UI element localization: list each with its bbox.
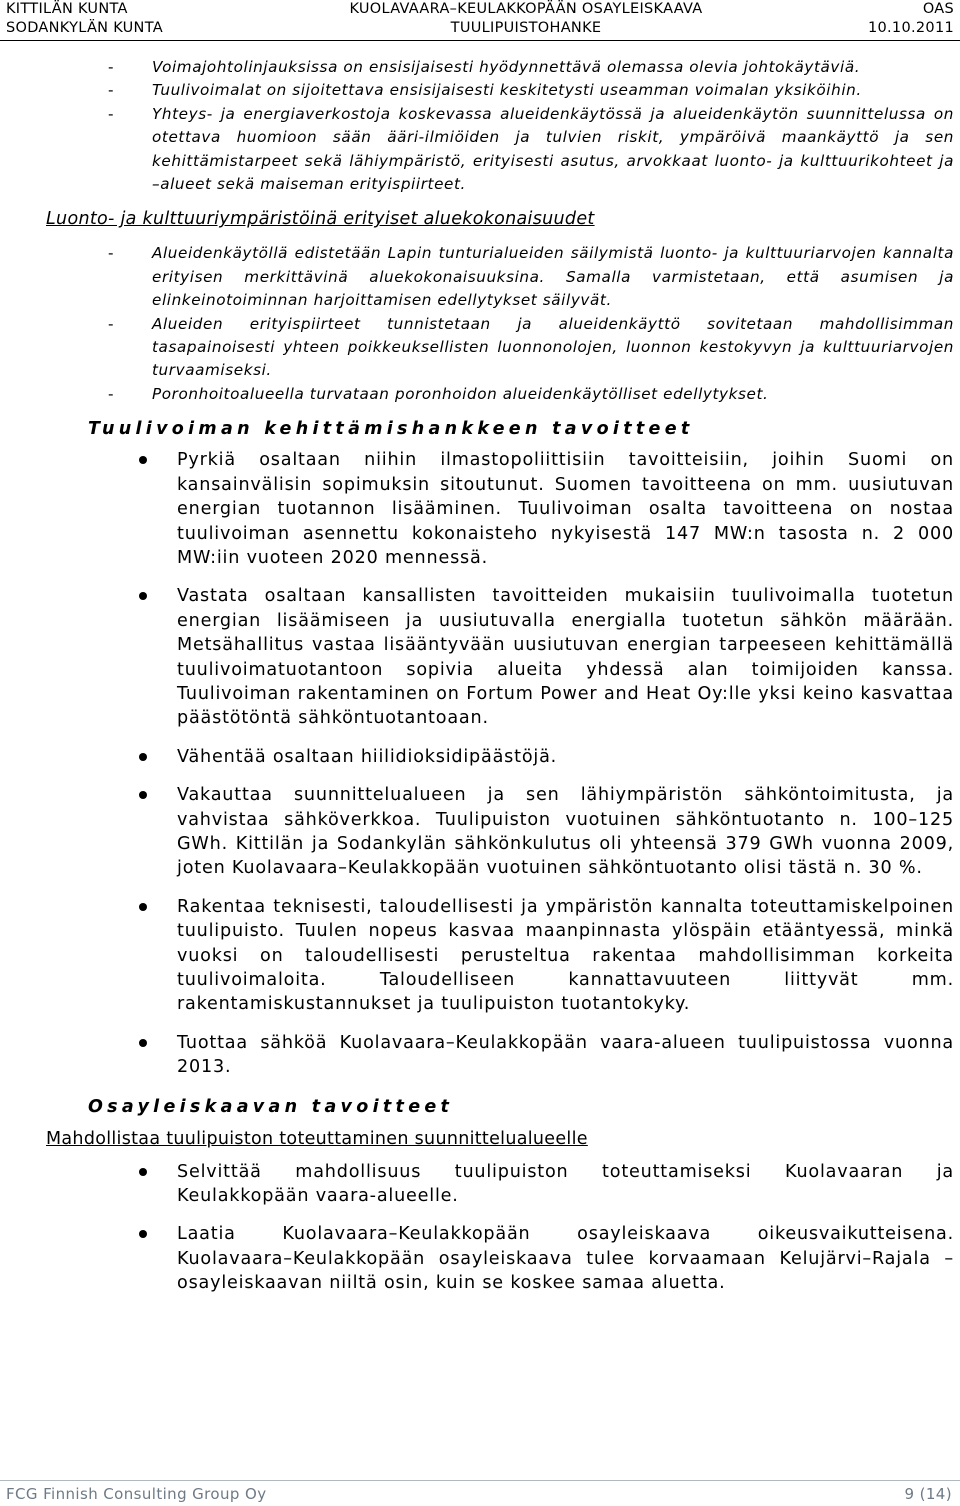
dash-item: - Voimajohtolinjauksissa on ensisijaisesti hyödynnettävä olemassa olevia johtokäytäviä. xyxy=(0,56,960,79)
header-doc-type: OAS xyxy=(922,1,954,17)
dash-item: - Alueiden erityispiirteet tunnistetaan ja alueidenkäyttö sovitetaan mahdollisimman tasapainoisesti yhteen poikkeuksellisten luonnonolojen, luonnon kestokyvyn ja kulttuuriarvojen turvaamiseksi. xyxy=(0,313,960,383)
header-date: 10.10.2011 xyxy=(867,20,954,36)
bullet-item: Pyrkiä osaltaan niihin ilmastopoliittisiin tavoitteisiin, joihin Suomi on kansainvälisin sopimuksin sitoutunut. Suomen tavoitteena on mm. uusiutuvan energian tuotannon lisääminen. Tuulivoiman osalta tavoitteena on nostaa tuulivoiman asennettu kokonaisteho nykyisestä 147 MW:n tasosta n. 2 000 MW:iin vuoteen 2020 mennessä. xyxy=(0,448,960,570)
dash-item: - Alueidenkäytöllä edistetään Lapin tunturialueiden säilymistä luonto- ja kulttuuriarvojen kannalta erityisen merkittävinä aluekokonaisuuksina. Samalla varmistetaan, että asumisen ja elinkeinotoiminnan harjoittamisen edellytykset säilyvät. xyxy=(0,242,960,312)
dash-item: - Poronhoitoalueella turvataan poronhoidon alueidenkäytölliset edellytykset. xyxy=(0,383,960,406)
section-heading-natural-cultural: Luonto- ja kulttuuriympäristöinä erityiset aluekokonaisuudet xyxy=(46,209,595,230)
header-plan-title: KUOLAVAARA–KEULAKKOPÄÄN OSAYLEISKAAVA xyxy=(349,1,703,17)
header-right xyxy=(868,0,954,38)
page-header xyxy=(0,0,960,41)
bullet-item: Vakauttaa suunnittelualueen ja sen lähiympäristön sähköntoimitusta, ja vahvistaa sähköverkkoa. Tuulipuiston vuotuinen sähköntuotanto n. 100–125 GWh. Kittilän ja Sodankylän sähkönkulutus oli yhteensä 379 GWh vuonna 2009, joten Kuolavaara–Keulakkopään vuotuinen sähköntuotanto olisi tästä n. 30 %. xyxy=(0,783,960,881)
header-project-title: TUULIPUISTOHANKE xyxy=(450,20,602,36)
bullet-item: Vähentää osaltaan hiilidioksidipäästöjä. xyxy=(0,745,960,769)
dash-item: - Yhteys- ja energiaverkostoja koskevassa alueidenkäytössä ja alueidenkäytön suunnittelussa on otettava huomioon sään ääri-ilmiöiden ja tulvien riskit, ympäröivä maankäyttö ja sen kehittämistarpeet sekä lähiympäristö, erityisesti asutus, arvokkaat luonto- ja kulttuurikohteet ja –alueet sekä maiseman erityispiirteet. xyxy=(0,103,960,197)
section-subheading-enable-park: Mahdollistaa tuulipuiston toteuttaminen suunnittelualueelle xyxy=(46,1128,588,1149)
wind-goals-list xyxy=(0,448,960,1079)
bullet-item: Rakentaa teknisesti, taloudellisesti ja ympäristön kannalta toteuttamiskelpoinen tuulipuisto. Tuulen nopeus kasvaa maanpinnasta ylöspäin etääntyessä, minkä vuoksi on taloudellisesti perusteltua rakentaa mahdollisimman korkeita tuulivoimaloita. Taloudelliseen kannattavuuteen liittyvät mm. rakentamiskustannukset ja tuulipuiston tuotantokyky. xyxy=(0,895,960,1017)
footer-company: FCG Finnish Consulting Group Oy xyxy=(6,1485,267,1503)
header-municipality-1: KITTILÄN KUNTA xyxy=(6,1,128,17)
dash-item: - Tuulivoimalat on sijoitettava ensisijaisesti keskitetysti useamman voimalan yksiköihin. xyxy=(0,79,960,102)
plan-goals-list xyxy=(0,1160,960,1296)
footer-page-number: 9 (14) xyxy=(904,1485,952,1503)
section-heading-plan-goals: Osayleiskaavan tavoitteet xyxy=(88,1096,454,1117)
header-municipality-2: SODANKYLÄN KUNTA xyxy=(6,20,163,36)
bullet-item: Selvittää mahdollisuus tuulipuiston toteuttamiseksi Kuolavaaran ja Keulakkopään vaara-alueelle. xyxy=(0,1160,960,1209)
bullet-item: Tuottaa sähköä Kuolavaara–Keulakkopään vaara-alueen tuulipuistossa vuonna 2013. xyxy=(0,1031,960,1080)
section1-dash-list xyxy=(0,242,960,406)
bullet-item: Laatia Kuolavaara–Keulakkopään osayleiskaava oikeusvaikutteisena. Kuolavaara–Keulakkopään osayleiskaava tulee korvaamaan Kelujärvi–Rajala –osayleiskaavan niiltä osin, kuin se koskee samaa aluetta. xyxy=(0,1222,960,1295)
document-body xyxy=(0,56,960,1310)
section-heading-wind-project-goals: Tuulivoiman kehittämishankkeen tavoitteet xyxy=(88,419,694,440)
header-center xyxy=(334,0,718,38)
intro-dash-list xyxy=(0,56,960,196)
bullet-item: Vastata osaltaan kansallisten tavoitteiden mukaisiin tuulivoimalla tuotetun energian lisäämiseen ja uusiutuvalla energialla tuotetun sähkön määrään. Metsähallitus vastaa lisääntyvään uusiutuvan energian tarpeeseen kehittämällä tuulivoimatuotantoon sopivia alueita yhdessä alan toimijoiden kanssa. Tuulivoiman rakentaminen on Fortum Power and Heat Oy:lle yksi keino kasvattaa päästötöntä sähköntuotantoaan. xyxy=(0,584,960,730)
header-left xyxy=(6,0,163,38)
page-footer xyxy=(0,1480,960,1506)
